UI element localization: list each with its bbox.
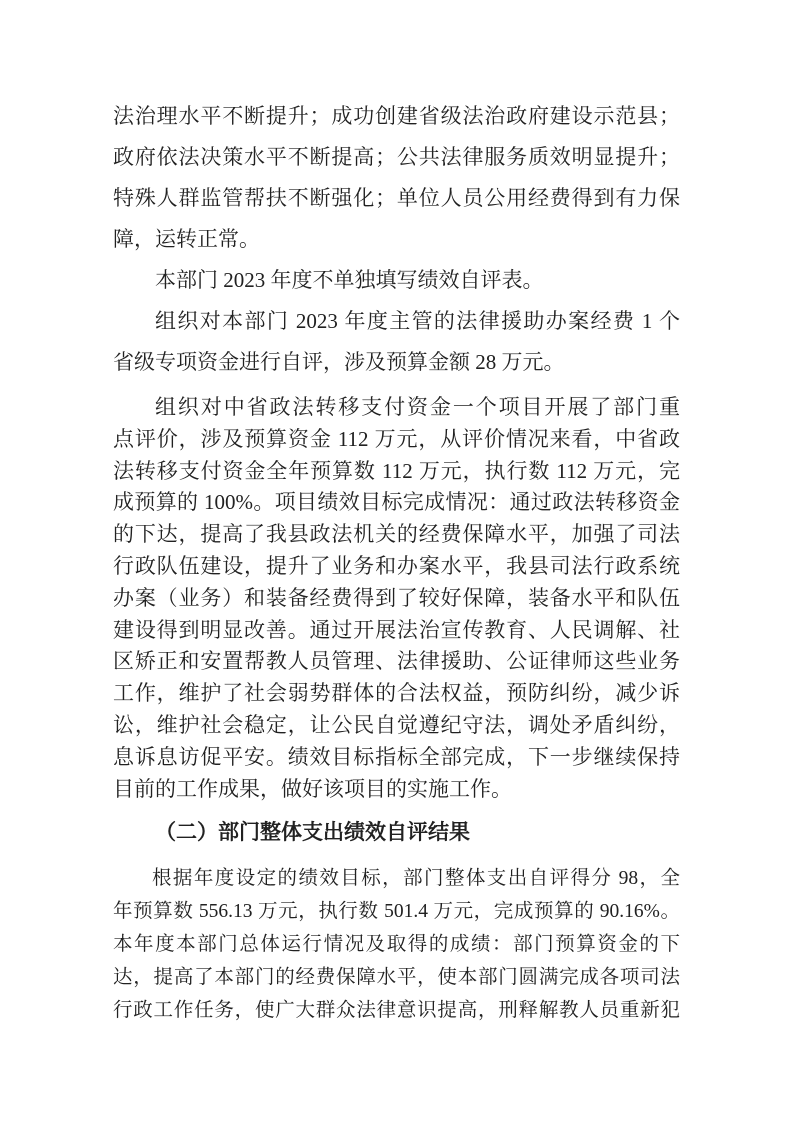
body-text-line: 法转移支付资金全年预算数 112 万元，执行数 112 万元，完 [113, 458, 680, 483]
body-text-line: 行政队伍建设，提升了业务和办案水平，我县司法行政系统 [113, 553, 680, 578]
body-text-line: 的下达，提高了我县政法机关的经费保障水平，加强了司法 [113, 522, 680, 547]
paragraph-2: 本部门 2023 年度不单独填写绩效自评表。 [155, 268, 544, 292]
body-text-line: 息诉息访促平安。绩效目标指标全部完成，下一步继续保持 [113, 744, 680, 769]
body-text-line: 政府依法决策水平不断提高；公共法律服务质效明显提升； [113, 145, 680, 169]
body-text-line: 建设得到明显改善。通过开展法治宣传教育、人民调解、社 [113, 617, 680, 642]
paragraph-5 [113, 862, 680, 1027]
body-text-line: 点评价，涉及预算资金 112 万元，从评价情况来看，中省政 [113, 426, 680, 451]
body-text-line: 特殊人群监管帮扶不断强化；单位人员公用经费得到有力保 [113, 186, 680, 210]
body-text-line: 年预算数 556.13 万元，执行数 501.4 万元，完成预算的 90.16%。 [113, 901, 680, 923]
body-text-line: 目前的工作成果，做好该项目的实施工作。 [113, 776, 512, 801]
body-text-line: 本年度本部门总体运行情况及取得的成绩：部门预算资金的下 [113, 934, 680, 956]
body-text-line: 区矫正和安置帮教人员管理、法律援助、公证律师这些业务 [113, 649, 680, 674]
paragraph-4 [113, 392, 680, 805]
body-text-line: 障，运转正常。 [113, 227, 260, 251]
body-text-line: 讼，维护社会稳定，让公民自觉遵纪守法，调处矛盾纠纷， [113, 712, 680, 737]
body-text-line: 成预算的 100%。项目绩效目标完成情况：通过政法转移资金 [113, 490, 680, 515]
body-text-line: 工作，维护了社会弱势群体的合法权益，预防纠纷，减少诉 [113, 681, 680, 706]
body-text-line: 行政工作任务，使广大群众法律意识提高，刑释解教人员重新犯 [113, 1000, 680, 1022]
body-text-line: 根据年度设定的绩效目标，部门整体支出自评得分 98，全 [152, 868, 680, 890]
paragraph-1-continuation [113, 96, 680, 383]
body-text-line: 组织对本部门 2023 年度主管的法律援助办案经费 1 个 [155, 309, 680, 333]
body-text-line: 达，提高了本部门的经费保障水平，使本部门圆满完成各项司法 [113, 967, 680, 989]
body-text-line: 组织对中省政法转移支付资金一个项目开展了部门重 [155, 395, 680, 419]
body-text-line: 省级专项资金进行自评，涉及预算金额 28 万元。 [113, 350, 565, 374]
body-text-line: 办案（业务）和装备经费得到了较好保障，装备水平和队伍 [113, 585, 680, 610]
section-heading: （二）部门整体支出绩效自评结果 [155, 820, 470, 845]
body-text-line: 法治理水平不断提升；成功创建省级法治政府建设示范县； [113, 104, 680, 128]
